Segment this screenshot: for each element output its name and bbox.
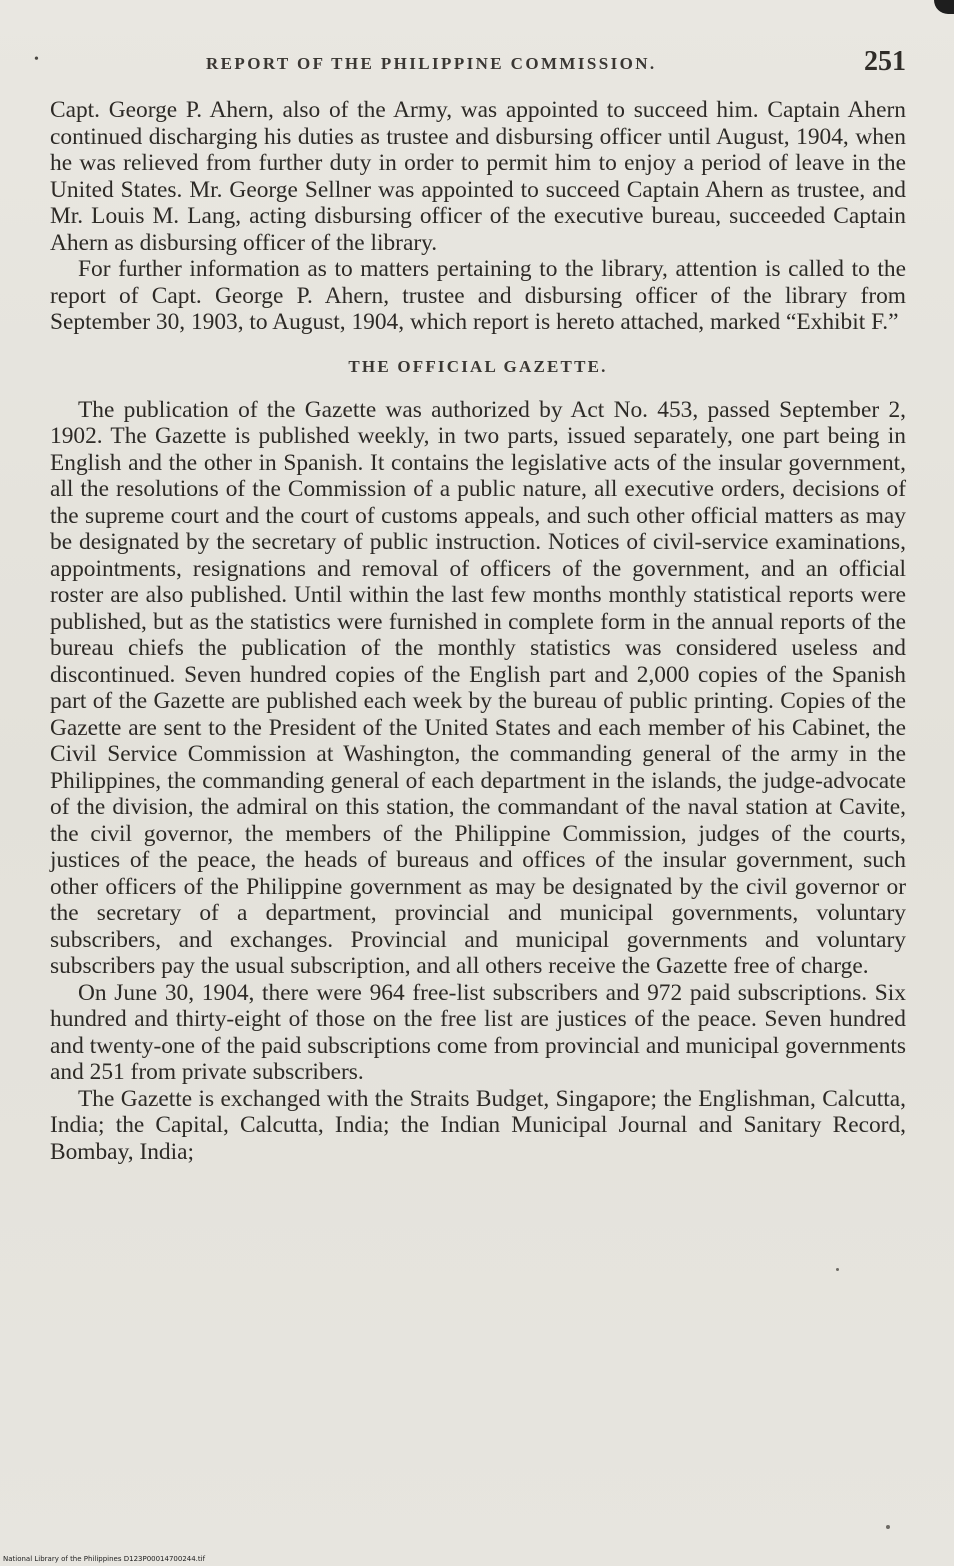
paragraph-gazette-subscribers: On June 30, 1904, there were 964 free-list subscribers and 972 paid subscriptions. Six hundred and thirty-eight of those on the free list are justices of the peace. Seven hundred and twenty-one of the paid subscriptions come from provincial and municipal governments and 251 from private subscribers. <box>50 979 906 1085</box>
header-mark: • <box>34 52 39 67</box>
scan-speck <box>886 1525 890 1529</box>
page-body <box>50 97 906 1165</box>
paragraph-gazette-exchanges: The Gazette is exchanged with the Straits Budget, Singapore; the Englishman, Calcutta, India; the Capital, Calcutta, India; the Indian Municipal Journal and Sanitary Record, Bombay, India; <box>50 1085 906 1165</box>
paragraph-library-report: For further information as to matters pertaining to the library, attention is called to the report of Capt. George P. Ahern, trustee and disbursing officer of the library from September 30, 1903, to August, 1904, which report is hereto attached, marked “Exhibit F.” <box>50 256 906 335</box>
running-head: REPORT OF THE PHILIPPINE COMMISSION. <box>206 54 657 73</box>
paragraph-library-trustee: Capt. George P. Ahern, also of the Army, was appointed to succeed him. Captain Ahern continued discharging his duties as trustee and disbursing officer until August, 1904, when he was relieved from further duty in order to permit him to enjoy a period of leave in the United States. Mr. George Sellner was appointed to succeed Captain Ahern as trustee, and Mr. Louis M. Lang, acting disbursing officer of the executive bureau, succeeded Captain Ahern as disbursing officer of the library. <box>50 97 906 256</box>
page-header <box>34 40 906 90</box>
scan-speck <box>836 1268 839 1271</box>
scan-credit: National Library of the Philippines D123P00014700244.tif <box>3 1555 206 1563</box>
section-title: THE OFFICIAL GAZETTE. <box>348 356 608 376</box>
paragraph-gazette-publication: The publication of the Gazette was authorized by Act No. 453, passed September 2, 1902. The Gazette is published weekly, in two parts, issued separately, one part being in English and the other in Spanish. It contains the legislative acts of the insular government, all the resolutions of the Commission of a public nature, all executive orders, decisions of the supreme court and the court of customs appeals, and such other official matters as may be designated by the secretary of public instruction. Notices of civil-service examinations, appointments, resignations and removal of officers of the government, and an official roster are also published. Until within the last few months monthly statistical reports were published, but as the statistics were furnished in complete form in the annual reports of the bureau chiefs the publication of the monthly statistics was considered useless and discontinued. Seven hundred copies of the English part and 2,000 copies of the Spanish part of the Gazette are published each week by the bureau of public printing. Copies of the Gazette are sent to the President of the United States and each member of his Cabinet, the Civil Service Commission at Washington, the commanding general of the army in the Philippines, the commanding general of each department in the islands, the judge-advocate of the division, the admiral on this station, the commandant of the naval station at Cavite, the civil governor, the members of the Philippine Commission, judges of the courts, justices of the peace, the heads of bureaus and offices of the insular government, such other officers of the Philippine government as may be designated by the civil governor or the secretary of a department, provincial and municipal governments, voluntary subscribers, and exchanges. Provincial and municipal governments and voluntary subscribers pay the usual subscription, and all others receive the Gazette free of charge. <box>50 396 906 979</box>
page-number: 251 <box>864 46 906 77</box>
scan-corner-shadow <box>934 0 954 14</box>
